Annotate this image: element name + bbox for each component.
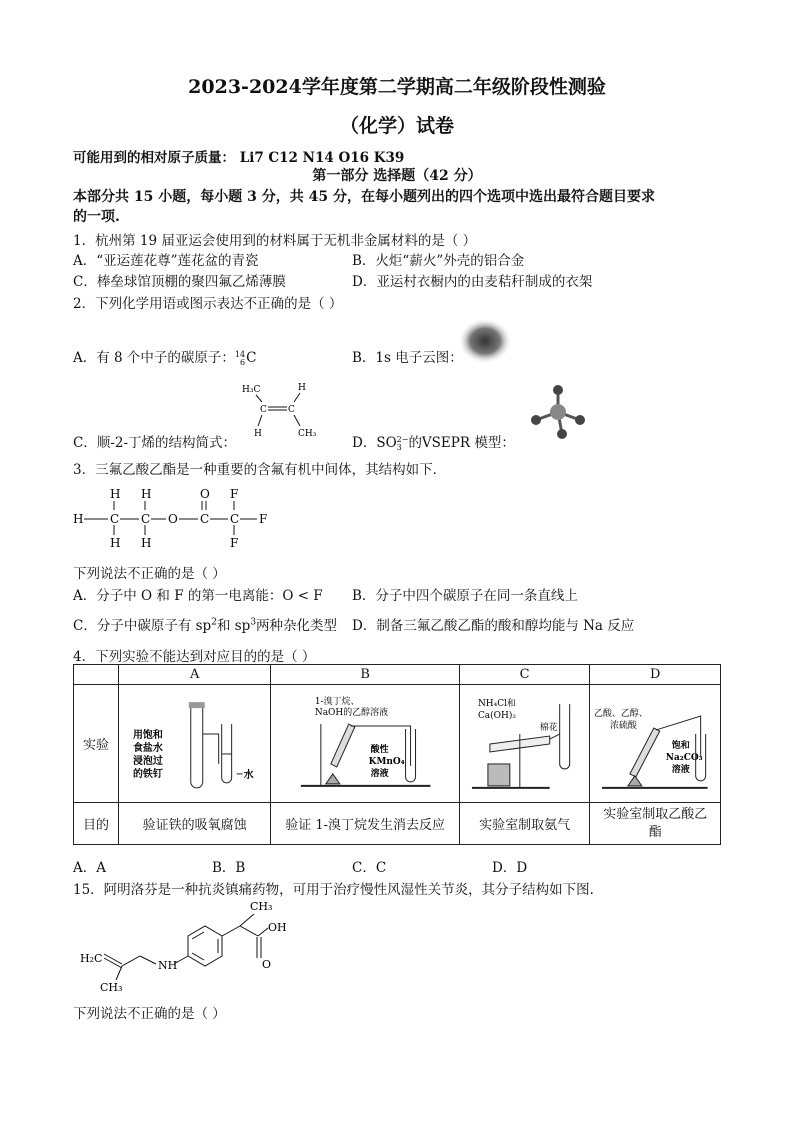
q3-option-d: D．制备三氟乙酸乙酯的酸和醇均能与 Na 反应 [352, 618, 635, 634]
apparatus-a-drawing [119, 694, 271, 794]
a-label-2: 食盐水 [132, 742, 163, 754]
label-oh: OH [268, 921, 287, 934]
q1-stem: 1．杭州第 19 届亚运会使用到的材料属于无机非金属材料的是（ ） [73, 233, 477, 249]
q3-option-c [73, 614, 337, 634]
b-label-1: 1-溴丁烷、 [315, 696, 360, 707]
q3-option-b: B．分子中四个碳原子在同一条直线上 [352, 588, 578, 604]
so3-suffix: 的VSEPR 模型： [408, 435, 515, 451]
q4-option-b: B．B [212, 860, 246, 876]
q2-option-a-text: A．有 8 个中子的碳原子： [73, 350, 235, 366]
label-ch3-top: CH₃ [250, 900, 273, 913]
a-label-water: 水 [243, 769, 254, 781]
part1-heading: 第一部分 选择题（42 分） [312, 168, 482, 184]
d-label-4: Na₂CO₃ [666, 752, 703, 763]
atom-c3: C [200, 512, 210, 526]
b-label-3: 酸性 [371, 744, 390, 755]
table-header-empty [74, 665, 119, 685]
apparatus-d [590, 685, 721, 803]
isotope-number: 6 [240, 357, 246, 367]
isotope-symbol: C [246, 350, 257, 366]
q4-option-d: D．D [492, 860, 528, 876]
label-h3c: H₃C [242, 385, 261, 395]
atom-f-bot: F [230, 536, 239, 550]
part1-instructions-1: 本部分共 15 小题，每小题 3 分，共 45 分，在每小题列出的四个选项中选出最符合题目要求 [73, 189, 655, 205]
b-label-2: NaOH的乙醇溶液 [315, 707, 389, 718]
label-h-top: H [298, 383, 306, 393]
q1-option-a: A．“亚运莲花尊”莲花盆的青瓷 [73, 253, 259, 269]
c-label-3: 棉花 [539, 722, 558, 733]
purpose-d [590, 803, 721, 845]
d-label-1: 乙酸、乙醇、 [594, 708, 649, 719]
exam-title: 2023-2024学年度第二学期高二年级阶段性测验 [188, 76, 606, 98]
q2-option-b: B．1s 电子云图： [352, 350, 463, 366]
atom-c1: C [110, 512, 120, 526]
apparatus-a [118, 685, 271, 803]
q1-option-c: C．棒垒球馆顶棚的聚四氟乙烯薄膜 [73, 274, 286, 290]
q3-c-sup1: 2 [211, 617, 217, 628]
so3-charge: 2− [396, 434, 409, 444]
alminoprofen-structure [76, 896, 306, 998]
q3-option-a: A．分子中 O 和 F 的第一电离能：O < F [73, 588, 323, 604]
a-label-1: 用饱和 [132, 729, 163, 741]
d-label-5: 溶液 [672, 764, 691, 775]
purpose-a: 验证铁的吸氧腐蚀 [118, 803, 271, 845]
label-o: O [262, 958, 272, 971]
cis-2-butene-structure [232, 378, 332, 444]
d-label-2: 浓硫酸 [610, 720, 638, 731]
q4-option-a: A．A [73, 860, 106, 876]
exam-subtitle: （化学）试卷 [339, 115, 454, 137]
label-c2: C [288, 405, 295, 415]
d-label-3: 饱和 [672, 740, 691, 751]
apparatus-c-drawing [460, 694, 590, 794]
so3-prefix: D．SO [352, 435, 397, 451]
label-h2c: H₂C [80, 952, 103, 965]
a-label-3: 浸泡过 [132, 755, 163, 767]
table-header-c: C [459, 665, 590, 685]
q4-option-c: C．C [352, 860, 387, 876]
label-h-bottom: H [254, 429, 262, 439]
atom-c2: C [141, 512, 151, 526]
table-header-d: D [590, 665, 721, 685]
isotope-mass: 14 [234, 349, 246, 359]
c-label-1: NH₄Cl和 [477, 698, 516, 709]
q2-stem: 2．下列化学用语或图示表达不正确的是（ ） [73, 296, 343, 312]
label-ch3: CH₃ [298, 429, 317, 439]
a-label-4: 的铁钉 [132, 768, 163, 780]
q15-prompt: 下列说法不正确的是（ ） [73, 1006, 226, 1022]
so3-subscript: 3 [396, 442, 402, 452]
atom-h-top1: H [110, 487, 121, 501]
q2-option-c: C．顺-2-丁烯的结构简式： [73, 435, 237, 451]
electron-cloud-image [456, 317, 514, 365]
atom-h-bot2: H [141, 536, 152, 550]
ethyl-trifluoroacetate-structure [73, 484, 283, 554]
q15-stem: 15．阿明洛芬是一种抗炎镇痛药物，可用于治疗慢性风湿性关节炎，其分子结构如下图． [73, 882, 604, 898]
q3-prompt: 下列说法不正确的是（ ） [73, 566, 226, 582]
apparatus-d-drawing [590, 694, 720, 794]
q1-option-d: D．亚运村衣橱内的由麦秸秆制成的衣架 [352, 274, 593, 290]
table-header-b: B [271, 665, 459, 685]
b-label-5: 溶液 [371, 768, 390, 779]
c-label-2: Ca(OH)₂ [477, 710, 516, 721]
label-nh: NH [158, 959, 178, 972]
experiment-table [73, 664, 721, 845]
q2-option-a [73, 346, 256, 367]
atom-h-top2: H [141, 487, 152, 501]
row-label-experiment: 实验 [74, 685, 119, 803]
q1-option-b: B．火炬“薪火”外壳的铝合金 [352, 253, 525, 269]
q3-stem: 3．三氟乙酸乙酯是一种重要的含氟有机中间体，其结构如下． [73, 462, 447, 478]
purpose-b: 验证 1-溴丁烷发生消去反应 [271, 803, 459, 845]
atom-c4: C [230, 512, 240, 526]
table-header-a: A [118, 665, 271, 685]
atom-f-right: F [259, 512, 268, 526]
row-label-purpose: 目的 [74, 803, 119, 845]
purpose-d-line2: 酯 [648, 824, 662, 840]
b-label-4: KMnO₄ [369, 756, 406, 767]
apparatus-c [459, 685, 590, 803]
q3-c-sup2: 3 [250, 617, 257, 628]
purpose-c: 实验室制取氨气 [459, 803, 590, 845]
purpose-d-line1: 实验室制取乙酸乙 [603, 806, 708, 822]
atom-f-top: F [230, 487, 239, 501]
apparatus-b [271, 685, 459, 803]
atom-h-bot1: H [110, 536, 121, 550]
atomic-masses: 可能用到的相对原子质量： Li7 C12 N14 O16 K39 [73, 150, 405, 166]
atom-o-carbonyl: O [200, 487, 210, 501]
apparatus-b-drawing [271, 694, 458, 794]
atom-o-ester: O [168, 512, 178, 526]
q3-c-part1: C．分子中碳原子有 sp [73, 618, 212, 634]
q2-option-d [352, 431, 515, 452]
q4-stem: 4．下列实验不能达到对应目的的是（ ） [73, 649, 316, 665]
q3-c-part3: 两种杂化类型 [256, 618, 338, 634]
q3-c-part2: 和 sp [216, 618, 251, 634]
atom-h-left: H [73, 512, 84, 526]
part1-instructions-2: 的一项. [73, 209, 120, 225]
vsepr-model-image [524, 384, 592, 440]
label-c1: C [260, 405, 267, 415]
label-ch3-bottom: CH₃ [100, 981, 123, 994]
